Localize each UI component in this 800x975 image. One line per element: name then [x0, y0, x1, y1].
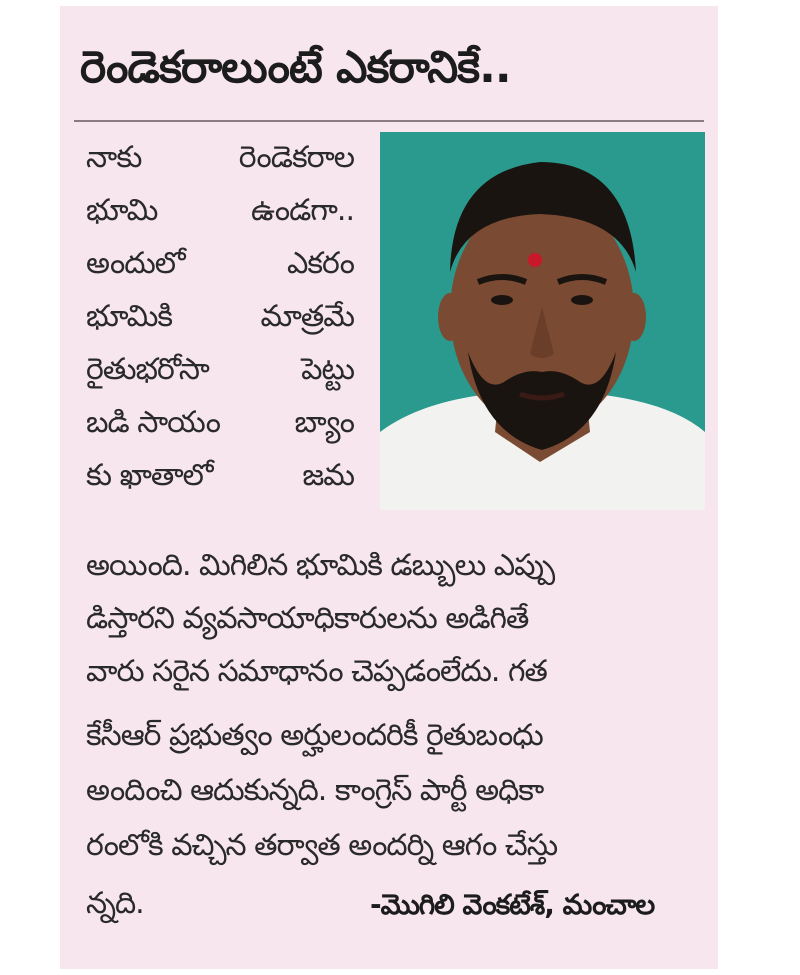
body-line: బడి సాయం బ్యాం: [86, 405, 354, 440]
headline-divider: [74, 120, 704, 122]
body-line: న్నది.: [86, 886, 144, 921]
body-line: రైతుభరోసా పెట్టు: [86, 352, 354, 387]
body-line: రంలోకి వచ్చిన తర్వాత అందర్ని ఆగం చేస్తు: [86, 828, 558, 863]
headline: రెండెకరాలుంటే ఎకరానికే..: [80, 42, 511, 93]
body-line: అయింది. మిగిలిన భూమికి డబ్బులు ఎప్పు: [86, 548, 555, 583]
body-line: నాకు రెండెకరాల: [86, 140, 354, 175]
body-line: కేసీఆర్ ప్రభుత్వం అర్హులందరికీ రైతుబంధు: [86, 718, 543, 753]
body-line: డిస్తారని వ్యవసాయాధికారులను అడిగితే: [86, 601, 529, 636]
body-line: వారు సరైన సమాధానం చెప్పడంలేదు. గత: [86, 654, 547, 689]
byline: -మొగిలి వెంకటేశ్, మంచాల: [370, 888, 655, 921]
body-line: కు ఖాతాలో జమ: [86, 458, 354, 493]
body-line: భూమి ఉండగా..: [86, 193, 354, 228]
body-line: అందులో ఎకరం: [86, 246, 354, 281]
portrait-photo: [380, 132, 705, 510]
body-line: భూమికి మాత్రమే: [86, 299, 354, 334]
body-line: అందించి ఆదుకున్నది. కాంగ్రెస్ పార్టీ అధికా: [86, 773, 544, 808]
